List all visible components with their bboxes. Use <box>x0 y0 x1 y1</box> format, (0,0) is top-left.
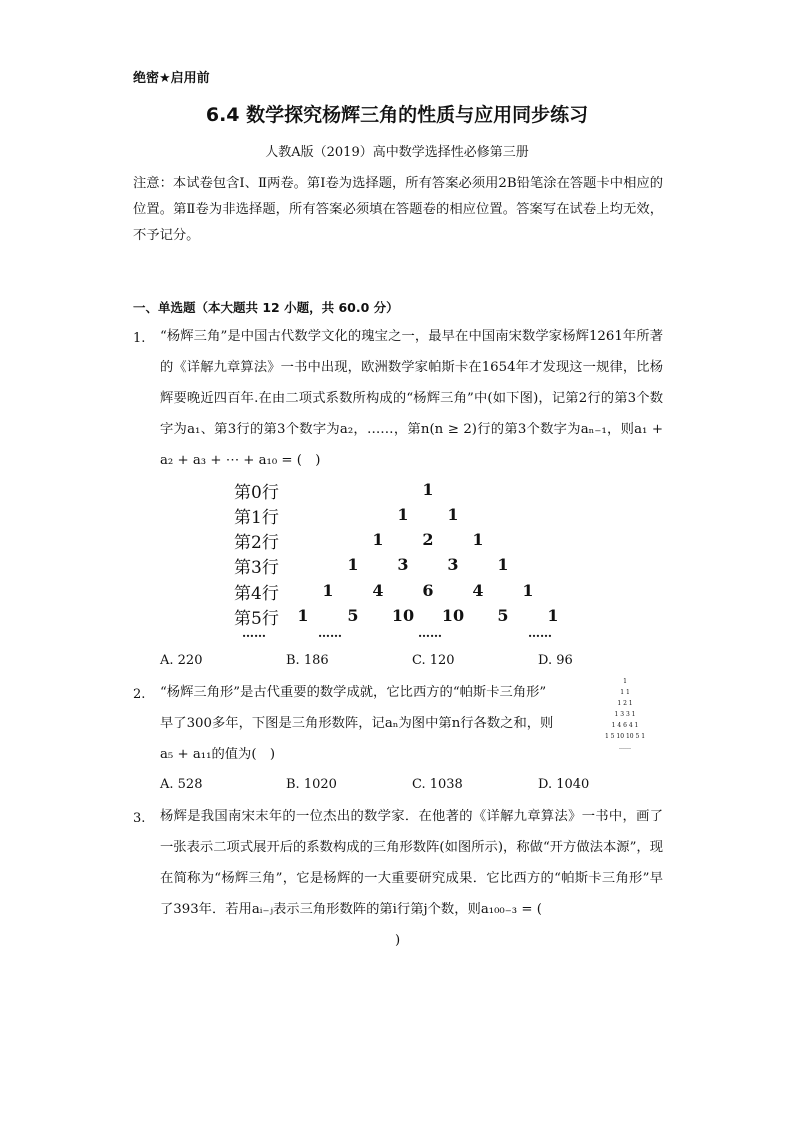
triangle-ellipsis: …… <box>242 626 266 640</box>
question-closing-paren: ) <box>395 933 401 948</box>
triangle-ellipsis: …… <box>528 626 552 640</box>
page-title: 6.4 数学探究杨辉三角的性质与应用同步练习 <box>205 104 589 126</box>
question-text-line: “杨辉三角形”是古代重要的数学成就，它比西方的“帕斯卡三角形” <box>160 685 547 700</box>
page-subtitle: 人教A版（2019）高中数学选择性必修第三册 <box>265 145 529 160</box>
triangle-number: 1 <box>522 581 534 600</box>
question-text: 杨辉是我国南宋末年的一位杰出的数学家．在他著的《详解九章算法》一书中，画了一张表示二项式展开后的系数构成的三角形数阵(如图所示)，称做“开方做法本源”，现在简称为“杨辉三角”，它是杨辉的一大重要研究成果．它比西方的“帕斯卡三角形”早了393年．若用aᵢ₋ⱼ表示三角形数阵的第i行第j个数，则a₁₀₀₋₃ = ( <box>160 809 663 917</box>
triangle-number: 6 <box>422 581 434 600</box>
triangle-row-label: 第0行 <box>234 483 279 503</box>
triangle-number: 5 <box>497 606 509 625</box>
triangle-number: 5 <box>347 606 359 625</box>
triangle-ellipsis: …… <box>318 626 342 640</box>
option-b[interactable]: B. 1020 <box>286 777 337 792</box>
triangle-ellipsis: …… <box>418 626 442 640</box>
option-c[interactable]: C. 120 <box>412 653 455 668</box>
option-c[interactable]: C. 1038 <box>412 777 463 792</box>
triangle-number: 1 <box>497 555 509 574</box>
triangle-number: 2 <box>422 530 434 549</box>
triangle-row-label: 第3行 <box>234 558 279 578</box>
triangle-number: 1 <box>372 530 384 549</box>
exam-notice: 注意：本试卷包含Ⅰ、Ⅱ两卷。第Ⅰ卷为选择题，所有答案必须用2B铅笔涂在答题卡中相应的位置。第Ⅱ卷为非选择题，所有答案必须填在答题卷的相应位置。答案写在试卷上均无效，不予记分。 <box>133 176 663 243</box>
mini-triangle-row: 1 2 1 <box>617 700 633 707</box>
triangle-number: 4 <box>472 581 484 600</box>
triangle-number: 1 <box>347 555 359 574</box>
triangle-number: 1 <box>472 530 484 549</box>
triangle-number: 10 <box>441 606 465 625</box>
triangle-row-label: 第2行 <box>234 533 279 553</box>
secret-label: 绝密★启用前 <box>133 71 210 86</box>
triangle-number: 3 <box>447 555 459 574</box>
option-a[interactable]: A. 220 <box>160 653 203 668</box>
mini-triangle-row: 1 1 <box>620 689 630 696</box>
question-text: “杨辉三角”是中国古代数学文化的瑰宝之一，最早在中国南宋数学家杨辉1261年所著的《详解九章算法》一书中出现，欧洲数学家帕斯卡在1654年才发现这一规律，比杨辉要晚近四百年.在由二项式系数所构成的“杨辉三角”中(如下图)，记第2行的第3个数字为a₁、第3行的第3个数字为a₂，……，第n(n ≥ 2)行的第3个数字为aₙ₋₁，则a₁ + a₂ + a₃ + ⋯ + a₁₀ = ( ) <box>160 329 663 468</box>
triangle-number: 1 <box>422 480 434 499</box>
mini-triangle-figure <box>590 676 660 753</box>
triangle-number: 10 <box>391 606 415 625</box>
question-number: 1. <box>133 331 146 346</box>
option-b[interactable]: B. 186 <box>286 653 329 668</box>
mini-triangle-row: 1 3 3 1 <box>614 711 636 718</box>
option-d[interactable]: D. 1040 <box>538 777 590 792</box>
mini-triangle-row: 1 5 10 10 5 1 <box>604 733 646 740</box>
triangle-number: 1 <box>447 505 459 524</box>
triangle-number: 3 <box>397 555 409 574</box>
question-text-line: a₅ + a₁₁的值为( ) <box>160 747 276 762</box>
mini-triangle-row: 1 <box>623 678 627 685</box>
triangle-number: 1 <box>547 606 559 625</box>
question-number: 3. <box>133 811 146 826</box>
question-text-line: 早了300多年，下图是三角形数阵，记aₙ为图中第n行各数之和，则 <box>160 716 554 731</box>
triangle-row-label: 第1行 <box>234 508 279 528</box>
option-d[interactable]: D. 96 <box>538 653 573 668</box>
triangle-number: 1 <box>322 581 334 600</box>
question-number: 2. <box>133 687 146 702</box>
mini-triangle-row: 1 4 6 4 1 <box>611 722 639 729</box>
section-heading: 一、单选题（本大题共 12 小题，共 60.0 分） <box>133 300 399 315</box>
triangle-row-label: 第4行 <box>234 584 279 604</box>
mini-triangle-row: …… <box>619 744 631 751</box>
triangle-row-label: 第5行 <box>234 609 279 629</box>
triangle-number: 1 <box>397 505 409 524</box>
option-a[interactable]: A. 528 <box>160 777 203 792</box>
triangle-number: 1 <box>297 606 309 625</box>
triangle-number: 4 <box>372 581 384 600</box>
